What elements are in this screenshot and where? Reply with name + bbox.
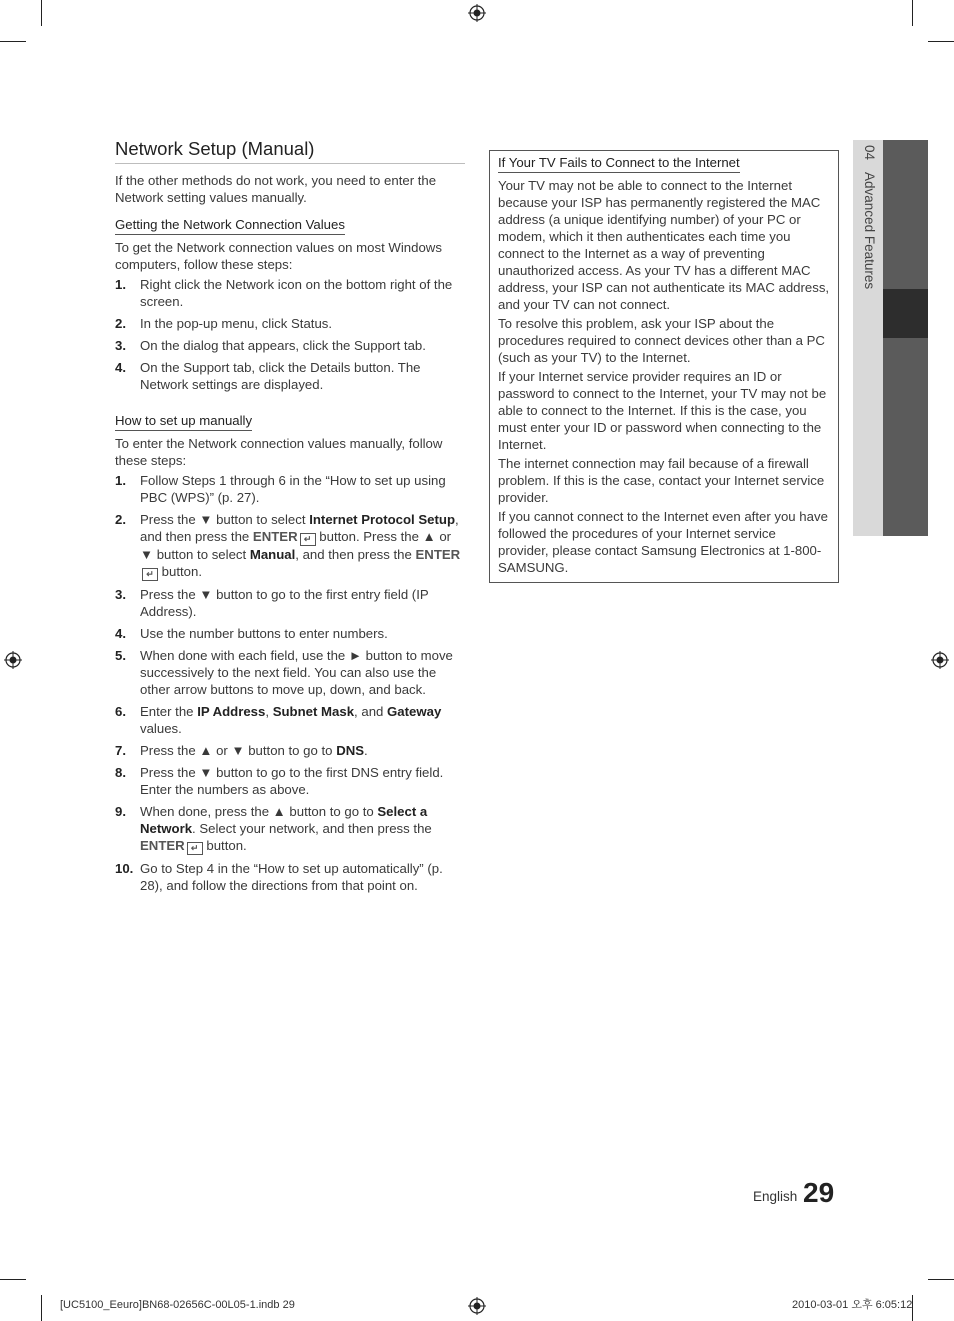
step-number: 9. [115, 804, 126, 819]
step-number: 10. [115, 861, 134, 876]
step-text: On the dialog that appears, click the Support tab. [140, 338, 426, 353]
step-text: , [265, 704, 273, 719]
info-paragraph: The internet connection may fail because of a firewall problem. If this is the case, contact your Internet service provider. [498, 456, 825, 505]
step-text: When done with each field, use the ► button to move successively to the next field. You can also use the other arrow buttons to move up, down, and back. [140, 648, 453, 697]
chapter-tab-active [883, 289, 928, 338]
step-number: 4. [115, 626, 126, 641]
step-number: 1. [115, 277, 126, 292]
step-text: values. [140, 721, 182, 736]
step-text: Right click the Network icon on the bottom right of the screen. [140, 277, 453, 309]
list-item [115, 703, 465, 737]
enter-key-label: ENTER [415, 547, 461, 562]
manual-setup-steps [115, 472, 465, 894]
step-number: 6. [115, 704, 126, 719]
step-number: 5. [115, 648, 126, 663]
manual-setup-heading: How to set up manually [115, 412, 252, 431]
list-item [115, 625, 465, 642]
menu-term: Select a Network [140, 804, 428, 836]
list-item [115, 337, 465, 354]
step-text: Go to Step 4 in the “How to set up automatically” (p. 28), and follow the directions from that point on. [140, 861, 443, 893]
step-text: button. [202, 838, 247, 853]
crop-mark [928, 41, 954, 42]
step-text: , and then press the [295, 547, 416, 562]
step-number: 3. [115, 587, 126, 602]
enter-key-icon: ↵ [187, 842, 203, 855]
menu-term: Manual [249, 547, 296, 562]
getting-values-heading: Getting the Network Connection Values [115, 216, 345, 235]
step-text: . [364, 743, 368, 758]
step-text: button. [158, 564, 202, 579]
list-item [115, 586, 465, 620]
enter-key-icon: ↵ [142, 568, 158, 581]
step-text: , and [354, 704, 388, 719]
menu-term: Internet Protocol Setup [309, 512, 456, 527]
chapter-tab-dark [883, 140, 928, 289]
list-item [115, 472, 465, 506]
list-item [115, 647, 465, 698]
step-text: . Select your network, and then press the [192, 821, 432, 836]
page-number: 29 [803, 1177, 835, 1208]
section-intro: If the other methods do not work, you need to enter the Network setting values manually. [115, 173, 437, 205]
menu-term: Subnet Mask [272, 704, 355, 719]
step-text: On the Support tab, click the Details button. The Network settings are displayed. [140, 360, 421, 392]
crop-mark [0, 41, 26, 42]
chapter-number: 04 [862, 145, 877, 161]
list-item [115, 276, 465, 310]
chapter-tab-dark [883, 338, 928, 536]
info-box [489, 150, 839, 583]
step-text: Press the ▼ button to go to the first DNS entry field. Enter the numbers as above. [140, 765, 444, 797]
step-text: button. Press the ▲ or ▼ button to select [140, 529, 452, 562]
step-text: Enter the [140, 704, 198, 719]
crop-mark [912, 0, 913, 26]
getting-values-steps [115, 276, 465, 393]
list-item [115, 511, 465, 581]
registration-mark-icon [4, 651, 22, 669]
step-number: 2. [115, 512, 126, 527]
info-paragraph: If your Internet service provider requires an ID or password to connect to the Internet, your TV may not be able to connect to the Internet. If this is the case, you must enter your ID or password when connecting to the Internet. [498, 369, 827, 452]
info-paragraph: Your TV may not be able to connect to the Internet because your ISP has permanently registered the MAC address (a unique identifying number) of your PC or modem, which it then authenticates each time you connect to the Internet as a way of preventing unauthorized access. As your TV has a different MAC address, your ISP can not authenticate its MAC address, and your TV can not connect. [498, 178, 830, 312]
step-number: 1. [115, 473, 126, 488]
registration-mark-icon [468, 4, 486, 22]
registration-mark-icon [931, 651, 949, 669]
step-text: Press the ▼ button to select [140, 512, 310, 527]
crop-mark [41, 1295, 42, 1321]
step-number: 8. [115, 765, 126, 780]
list-item [115, 803, 465, 855]
menu-term: IP Address [197, 704, 266, 719]
manual-setup-intro: To enter the Network connection values manually, follow these steps: [115, 436, 443, 468]
info-paragraph: To resolve this problem, ask your ISP about the procedures required to connect devices other than a PC (such as your TV) to the Internet. [498, 316, 825, 365]
list-item [115, 359, 465, 393]
crop-mark [41, 0, 42, 26]
main-column [115, 138, 465, 899]
step-number: 4. [115, 360, 126, 375]
step-text: Use the number buttons to enter numbers. [140, 626, 388, 641]
list-item [115, 764, 465, 798]
enter-key-icon: ↵ [300, 533, 316, 546]
crop-mark [0, 1279, 26, 1280]
menu-term: Gateway [387, 704, 442, 719]
list-item [115, 742, 465, 759]
getting-values-intro: To get the Network connection values on most Windows computers, follow these steps: [115, 240, 442, 272]
section-title: Network Setup (Manual) [115, 138, 465, 164]
crop-mark [928, 1279, 954, 1280]
footer-language: English [753, 1189, 798, 1204]
step-text: Press the ▲ or ▼ button to go to [140, 743, 337, 758]
slug-date: 2010-03-01 오후 6:05:12 [792, 1299, 913, 1311]
chapter-title: Advanced Features [862, 172, 877, 290]
step-number: 7. [115, 743, 126, 758]
info-paragraph: If you cannot connect to the Internet even after you have followed the procedures of your Internet service provider, please contact Samsung Electronics at 1-800-SAMSUNG. [498, 509, 828, 575]
step-text: In the pop-up menu, click Status. [140, 316, 333, 331]
menu-term: DNS [336, 743, 365, 758]
step-text: When done, press the ▲ button to go to [140, 804, 378, 819]
step-text: Press the ▼ button to go to the first entry field (IP Address). [140, 587, 429, 619]
chapter-label [858, 145, 878, 345]
enter-key-label: ENTER [140, 838, 185, 853]
list-item [115, 860, 465, 894]
info-box-title: If Your TV Fails to Connect to the Internet [498, 154, 740, 173]
enter-key-label: ENTER [252, 529, 298, 544]
slug-file-info: [UC5100_Eeuro]BN68-02656C-00L05-1.indb 29 [60, 1299, 295, 1311]
step-number: 3. [115, 338, 126, 353]
step-number: 2. [115, 316, 126, 331]
step-text: Follow Steps 1 through 6 in the “How to set up using PBC (WPS)” (p. 27). [140, 473, 446, 505]
registration-mark-icon [468, 1297, 486, 1315]
step-text: , and then press the [140, 512, 459, 544]
list-item [115, 315, 465, 332]
